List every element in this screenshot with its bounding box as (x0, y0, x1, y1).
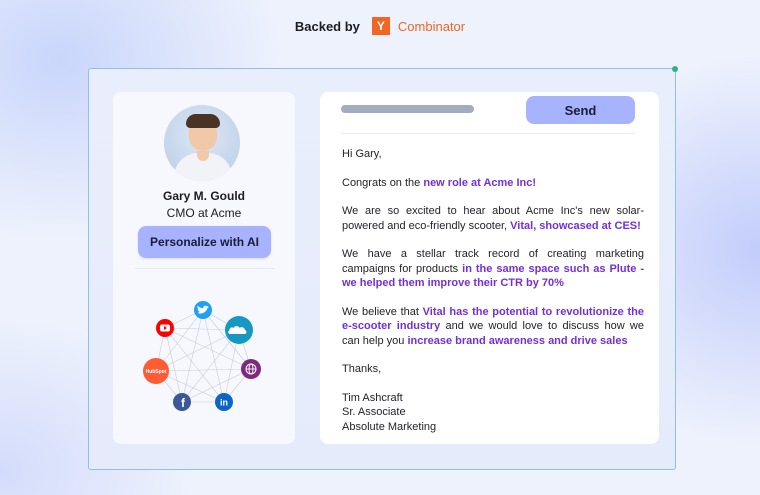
divider (341, 133, 635, 134)
profile-name: Gary M. Gould (162, 189, 245, 203)
hubspot-icon (143, 358, 169, 384)
send-button[interactable]: Send (526, 96, 635, 124)
personalize-with-ai-button[interactable]: Personalize with AI (138, 226, 271, 258)
youtube-icon (156, 319, 174, 337)
email-text: Congrats on the (342, 176, 424, 189)
email-paragraph (342, 247, 644, 291)
email-closing: Thanks, (342, 363, 382, 375)
email-text: We have a stellar track record of creating marketing campaigns for products (342, 248, 644, 275)
subject-placeholder-bar (341, 105, 474, 113)
integrations-network (139, 300, 269, 428)
svg-text:f: f (181, 396, 185, 410)
signature-role: Sr. Associate (342, 406, 406, 418)
signature-company: Absolute Marketing (342, 420, 437, 433)
salesforce-icon (225, 316, 253, 344)
email-text: and we would love to discuss how we can help you (342, 320, 644, 347)
divider (135, 268, 275, 269)
y-combinator-logo-icon: Y (372, 17, 390, 35)
email-paragraph (342, 305, 644, 349)
backed-by-label: Backed by (294, 18, 360, 34)
avatar (164, 105, 240, 181)
email-paragraph (342, 176, 644, 191)
personalized-highlight: in the same space such as Plute - we helped them improve their CTR by 70% (342, 262, 644, 289)
personalized-highlight: increase brand awareness and drive sales (407, 334, 628, 347)
personalized-highlight: Vital, showcased at CES! (510, 219, 641, 232)
signature-name: Tim Ashcraft (342, 391, 403, 404)
email-text: We are so excited to hear about Acme Inc's new solar-powered and eco-friendly scooter, (342, 205, 644, 232)
linkedin-icon (215, 393, 233, 411)
personalized-highlight: new role at Acme Inc! (423, 176, 537, 189)
y-combinator-wordmark: Combinator (397, 18, 466, 34)
email-body[interactable] (342, 147, 644, 434)
email-composer (320, 92, 659, 444)
facebook-icon (173, 393, 191, 411)
status-dot (672, 66, 678, 72)
profile-card (113, 92, 295, 444)
personalized-highlight: Vital has the potential to revolutionize the e-scooter industry (342, 305, 644, 332)
email-greeting: Hi Gary, (342, 148, 382, 160)
profile-title: CMO at Acme (166, 206, 242, 220)
svg-text:in: in (220, 397, 228, 408)
backed-by-banner (0, 17, 760, 35)
twitter-icon (194, 301, 212, 319)
web-icon (241, 359, 261, 379)
email-paragraph (342, 204, 644, 233)
email-text: We believe that (342, 305, 423, 318)
svg-text:HubSpot: HubSpot (145, 369, 167, 375)
